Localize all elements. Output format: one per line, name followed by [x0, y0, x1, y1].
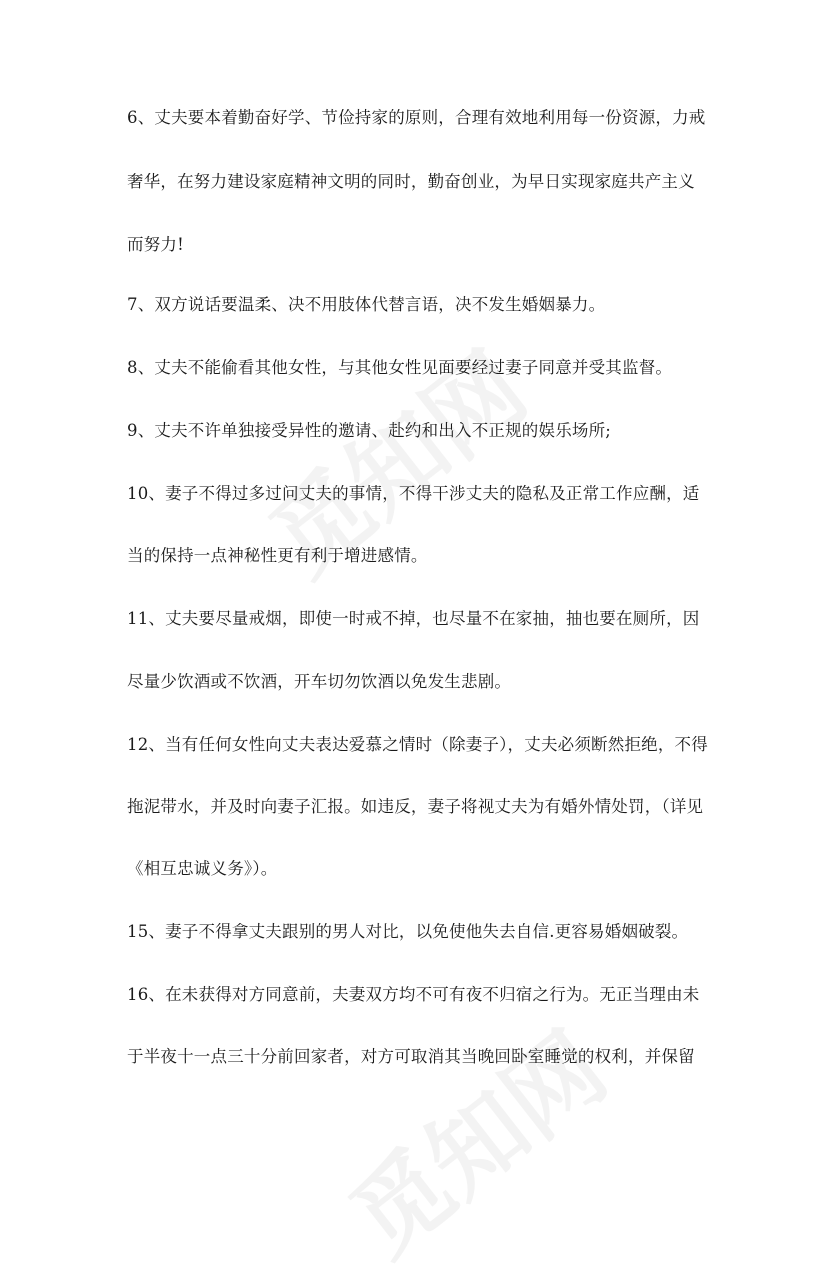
text-line: 于半夜十一点三十分前回家者，对方可取消其当晚回卧室睡觉的权利，并保留 — [127, 1047, 695, 1066]
text-line: 尽量少饮酒或不饮酒，开车切勿饮酒以免发生悲剧。 — [127, 672, 512, 691]
text-line: 8、丈夫不能偷看其他女性，与其他女性见面要经过妻子同意并受其监督。 — [127, 358, 673, 377]
text-line: 拖泥带水，并及时向妻子汇报。如违反，妻子将视丈夫为有婚外情处罚，（详见 — [127, 797, 704, 816]
text-line: 11、丈夫要尽量戒烟，即使一时戒不掉，也尽量不在家抽，抽也要在厕所，因 — [127, 609, 700, 628]
text-line: 9、丈夫不许单独接受异性的邀请、赴约和出入不正规的娱乐场所; — [127, 421, 612, 440]
text-line: 10、妻子不得过多过问丈夫的事情，不得干涉丈夫的隐私及正常工作应酬，适 — [127, 484, 700, 503]
text-line: 6、丈夫要本着勤奋好学、节俭持家的原则，合理有效地利用每一份资源，力戒 — [127, 108, 706, 127]
text-line: 7、双方说话要温柔、决不用肢体代替言语，决不发生婚姻暴力。 — [127, 295, 606, 314]
text-line: 奢华，在努力建设家庭精神文明的同时，勤奋创业，为早日实现家庭共产主义 — [127, 172, 695, 191]
watermark — [318, 996, 629, 1281]
text-line: 而努力! — [127, 235, 184, 254]
text-line: 《相互忠诚义务》）。 — [127, 859, 278, 878]
text-line: 12、当有任何女性向丈夫表达爱慕之情时（除妻子），丈夫必须断然拒绝，不得 — [127, 735, 708, 754]
text-line: 15、妻子不得拿丈夫跟别的男人对比，以免使他失去自信.更容易婚姻破裂。 — [127, 922, 689, 941]
text-line: 16、在未获得对方同意前，夫妻双方均不可有夜不归宿之行为。无正当理由未 — [127, 985, 700, 1004]
text-line: 当的保持一点神秘性更有利于增进感情。 — [127, 546, 428, 565]
